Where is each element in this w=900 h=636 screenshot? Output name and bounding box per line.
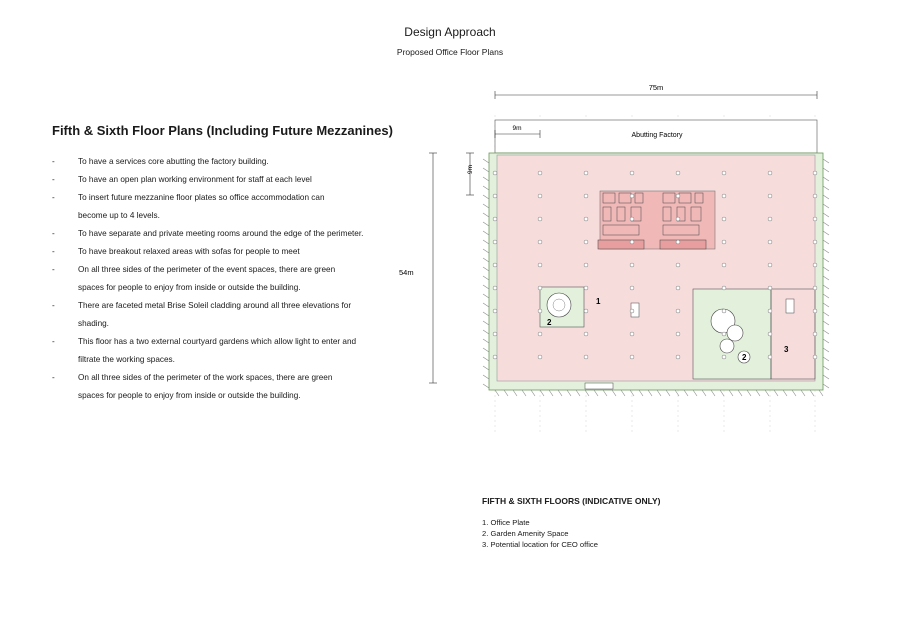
services-core — [598, 191, 715, 249]
page-title: Design Approach — [404, 25, 496, 39]
fin-mark — [504, 390, 508, 396]
grid-dimension-label: 9m — [512, 125, 522, 132]
bullet-text: To have an open plan working environment for staff at each level — [78, 175, 312, 184]
column-marker — [722, 309, 726, 313]
column-marker — [722, 171, 726, 175]
bullet-list — [52, 153, 364, 405]
column-marker — [630, 263, 634, 267]
fin-mark — [540, 390, 544, 396]
column-marker — [768, 332, 772, 336]
fin-mark — [483, 213, 489, 217]
column-marker — [813, 217, 817, 221]
width-dimension-label: 75m — [648, 83, 664, 92]
column-marker — [722, 240, 726, 244]
column-marker — [813, 171, 817, 175]
column-marker — [493, 286, 497, 290]
bullet-marker: - — [52, 193, 55, 202]
fin-mark — [823, 213, 829, 217]
fin-mark — [483, 285, 489, 289]
column-marker — [630, 171, 634, 175]
column-marker — [768, 263, 772, 267]
fin-mark — [576, 390, 580, 396]
fin-mark — [612, 390, 616, 396]
bullet-item — [52, 171, 323, 189]
bullet-text: On all three sides of the perimeter of the event spaces, there are green spaces for people to enjoy from inside or outside the building. — [78, 265, 336, 292]
fin-mark — [483, 339, 489, 343]
fin-mark — [801, 390, 805, 396]
column-marker — [676, 355, 680, 359]
fin-mark — [657, 390, 661, 396]
fin-mark — [483, 276, 489, 280]
column-marker — [676, 286, 680, 290]
fin-mark — [483, 249, 489, 253]
fin-mark — [483, 204, 489, 208]
bullet-text: This floor has a two external courtyard gardens which allow light to enter and filtrate the working spaces. — [78, 337, 357, 364]
fin-mark — [823, 159, 829, 163]
bullet-text: To insert future mezzanine floor plates so office accommodation can become up to 4 levels. — [78, 193, 325, 220]
column-marker — [813, 286, 817, 290]
column-marker — [538, 240, 542, 244]
column-marker — [768, 286, 772, 290]
bullet-marker: - — [52, 301, 55, 310]
legend-item: 1. Office Plate — [482, 518, 530, 527]
fin-mark — [823, 366, 829, 370]
fin-mark — [823, 249, 829, 253]
fin-mark — [823, 330, 829, 334]
column-marker — [630, 217, 634, 221]
fin-mark — [684, 390, 688, 396]
column-marker — [676, 263, 680, 267]
fin-mark — [483, 303, 489, 307]
column-marker — [722, 332, 726, 336]
column-marker — [676, 332, 680, 336]
fin-mark — [693, 390, 697, 396]
column-marker — [813, 263, 817, 267]
fin-mark — [823, 177, 829, 181]
garden-courtyard-right — [693, 289, 771, 379]
column-marker — [538, 355, 542, 359]
fin-mark — [621, 390, 625, 396]
fin-mark — [823, 285, 829, 289]
page-subtitle: Proposed Office Floor Plans — [396, 47, 504, 57]
fin-mark — [531, 390, 535, 396]
column-marker — [722, 217, 726, 221]
fin-mark — [823, 339, 829, 343]
bullet-item — [52, 225, 366, 243]
column-marker — [493, 194, 497, 198]
fin-mark — [483, 222, 489, 226]
fin-mark — [792, 390, 796, 396]
bullet-text: To have a services core abutting the factory building. — [78, 157, 269, 166]
column-marker — [493, 217, 497, 221]
fin-mark — [823, 348, 829, 352]
fin-mark — [522, 390, 526, 396]
column-marker — [584, 240, 588, 244]
bullet-marker: - — [52, 175, 55, 184]
fin-mark — [483, 186, 489, 190]
fin-mark — [823, 204, 829, 208]
bullet-item — [52, 297, 352, 333]
column-marker — [584, 263, 588, 267]
fin-mark — [765, 390, 769, 396]
fin-mark — [483, 357, 489, 361]
fin-mark — [513, 390, 517, 396]
column-marker — [584, 171, 588, 175]
column-marker — [768, 171, 772, 175]
fin-mark — [823, 231, 829, 235]
fin-mark — [483, 330, 489, 334]
fin-mark — [823, 375, 829, 379]
column-marker — [768, 194, 772, 198]
fin-mark — [549, 390, 553, 396]
fin-mark — [823, 303, 829, 307]
bullet-item — [52, 369, 352, 405]
column-marker — [722, 286, 726, 290]
column-marker — [584, 309, 588, 313]
fin-mark — [483, 195, 489, 199]
column-marker — [493, 332, 497, 336]
column-marker — [676, 240, 680, 244]
column-marker — [538, 171, 542, 175]
fin-mark — [823, 294, 829, 298]
fin-mark — [648, 390, 652, 396]
fin-mark — [483, 267, 489, 271]
column-marker — [768, 355, 772, 359]
column-marker — [630, 309, 634, 313]
column-marker — [493, 263, 497, 267]
fin-mark — [483, 384, 489, 388]
fin-mark — [483, 312, 489, 316]
bullet-text: On all three sides of the perimeter of the work spaces, there are green spaces for people to enjoy from inside or outside the building. — [78, 373, 333, 400]
column-marker — [676, 171, 680, 175]
legend-title: FIFTH & SIXTH FLOORS (INDICATIVE ONLY) — [482, 496, 661, 506]
fin-mark — [483, 168, 489, 172]
column-marker — [538, 332, 542, 336]
column-marker — [630, 332, 634, 336]
fin-mark — [483, 258, 489, 262]
column-marker — [630, 194, 634, 198]
zone-label-garden-left: 2 — [547, 318, 552, 327]
bullet-item — [52, 243, 352, 261]
depth-dimension — [429, 153, 437, 383]
grid-dimension-vertical-label: 9m — [467, 164, 474, 174]
fin-mark — [567, 390, 571, 396]
column-marker — [538, 286, 542, 290]
column-marker — [676, 194, 680, 198]
fin-mark — [483, 240, 489, 244]
fin-mark — [483, 366, 489, 370]
fin-mark — [483, 321, 489, 325]
zone-label-garden-right: 2 — [742, 353, 747, 362]
fin-mark — [483, 375, 489, 379]
column-marker — [630, 355, 634, 359]
column-marker — [722, 355, 726, 359]
column-marker — [722, 263, 726, 267]
abutting-factory-label: Abutting Factory — [631, 132, 683, 139]
fin-mark — [823, 276, 829, 280]
column-marker — [768, 217, 772, 221]
fin-mark — [756, 390, 760, 396]
fin-mark — [823, 240, 829, 244]
bullet-marker: - — [52, 247, 55, 256]
fin-mark — [823, 168, 829, 172]
fin-mark — [558, 390, 562, 396]
column-marker — [538, 217, 542, 221]
fin-mark — [666, 390, 670, 396]
fin-mark — [823, 312, 829, 316]
fin-mark — [483, 159, 489, 163]
fin-mark — [675, 390, 679, 396]
column-marker — [768, 309, 772, 313]
bullet-item — [52, 153, 352, 171]
bullet-marker: - — [52, 229, 55, 238]
bullet-marker: - — [52, 157, 55, 166]
bullet-text: To have separate and private meeting rooms around the edge of the perimeter. — [78, 229, 364, 238]
column-marker — [538, 194, 542, 198]
fin-mark — [495, 390, 499, 396]
fin-mark — [823, 267, 829, 271]
column-marker — [813, 332, 817, 336]
fin-mark — [639, 390, 643, 396]
zone-label-ceo: 3 — [784, 345, 789, 354]
fin-mark — [823, 258, 829, 262]
fin-mark — [738, 390, 742, 396]
fin-mark — [823, 195, 829, 199]
bullet-marker: - — [52, 337, 55, 346]
column-marker — [813, 240, 817, 244]
fin-mark — [783, 390, 787, 396]
fin-mark — [774, 390, 778, 396]
bullet-item — [52, 333, 358, 369]
column-marker — [630, 240, 634, 244]
bullet-item — [52, 261, 352, 297]
column-marker — [493, 309, 497, 313]
depth-dimension-label: 54m — [399, 268, 414, 277]
column-marker — [584, 355, 588, 359]
bullet-text: To have breakout relaxed areas with sofas for people to meet — [78, 247, 300, 256]
fin-mark — [483, 177, 489, 181]
column-marker — [493, 355, 497, 359]
legend-item: 2. Garden Amenity Space — [482, 529, 569, 538]
column-marker — [584, 217, 588, 221]
fin-mark — [702, 390, 706, 396]
bullet-text: There are faceted metal Brise Soleil cladding around all three elevations for shading. — [78, 301, 352, 328]
fin-mark — [483, 348, 489, 352]
column-marker — [813, 355, 817, 359]
bullet-item — [52, 189, 353, 225]
fin-mark — [819, 390, 823, 396]
fin-mark — [711, 390, 715, 396]
fin-mark — [823, 384, 829, 388]
fin-mark — [594, 390, 598, 396]
fin-mark — [810, 390, 814, 396]
fin-mark — [603, 390, 607, 396]
legend-item: 3. Potential location for CEO office — [482, 540, 598, 549]
column-marker — [538, 309, 542, 313]
column-marker — [584, 332, 588, 336]
column-marker — [630, 286, 634, 290]
column-marker — [676, 309, 680, 313]
column-marker — [813, 194, 817, 198]
column-marker — [493, 171, 497, 175]
floor-plan-drawing — [395, 75, 835, 440]
column-marker — [813, 309, 817, 313]
fin-mark — [747, 390, 751, 396]
fin-mark — [483, 294, 489, 298]
column-marker — [584, 194, 588, 198]
fin-mark — [729, 390, 733, 396]
bullet-marker: - — [52, 265, 55, 274]
column-marker — [722, 194, 726, 198]
column-marker — [584, 286, 588, 290]
legend-list — [482, 517, 598, 550]
fin-mark — [823, 186, 829, 190]
column-marker — [768, 240, 772, 244]
column-marker — [493, 240, 497, 244]
fin-mark — [483, 231, 489, 235]
section-title: Fifth & Sixth Floor Plans (Including Future Mezzanines) — [52, 123, 393, 138]
fin-mark — [823, 222, 829, 226]
fin-mark — [720, 390, 724, 396]
column-marker — [538, 263, 542, 267]
column-marker — [676, 217, 680, 221]
fin-mark — [823, 321, 829, 325]
width-dimension — [495, 91, 817, 99]
fin-mark — [585, 390, 589, 396]
fin-mark — [823, 357, 829, 361]
bullet-marker: - — [52, 373, 55, 382]
zone-label-office: 1 — [596, 297, 601, 306]
